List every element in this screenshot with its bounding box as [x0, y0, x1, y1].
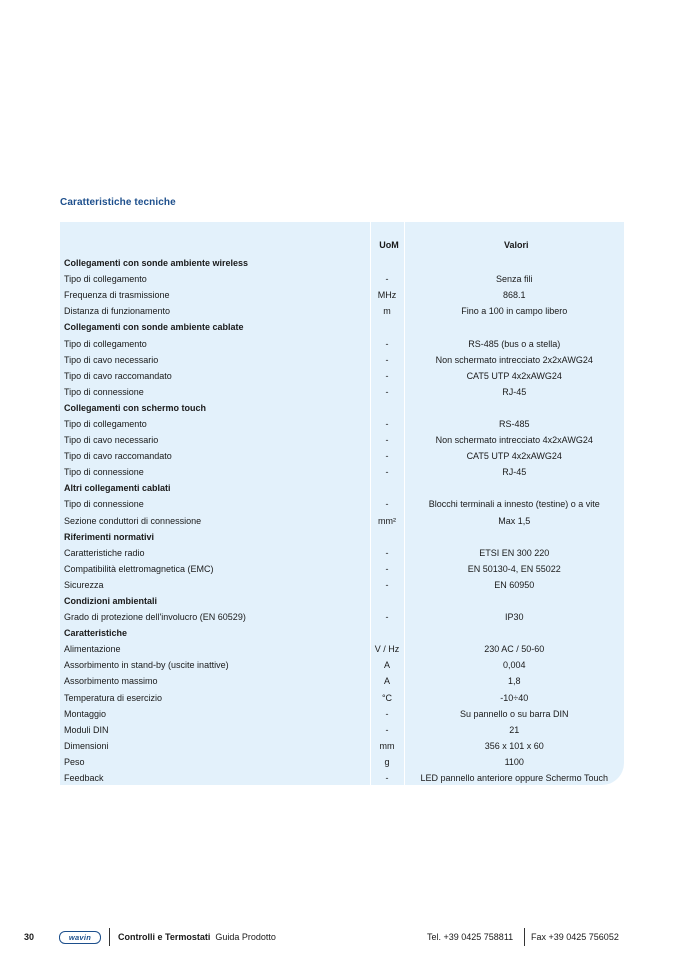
row-uom: -	[370, 271, 404, 287]
spec-table-container	[60, 222, 624, 785]
group-value-cell	[404, 529, 624, 545]
table-group-row	[60, 400, 624, 416]
row-label: Tipo di connessione	[64, 499, 144, 510]
row-value: 21	[509, 724, 520, 735]
wavin-logo: wavin	[59, 931, 101, 944]
row-uom: g	[370, 754, 404, 770]
row-label: Assorbimento in stand-by (uscite inattive)	[64, 660, 229, 671]
table-group-row	[60, 319, 624, 335]
row-label: Peso	[64, 756, 85, 767]
table-group-row	[60, 625, 624, 641]
group-value-cell	[404, 255, 624, 271]
row-value: EN 50130-4, EN 55022	[467, 563, 561, 574]
row-uom: °C	[370, 690, 404, 706]
table-row	[60, 384, 624, 400]
row-label: Alimentazione	[64, 644, 121, 655]
row-uom: -	[370, 561, 404, 577]
group-label: Condizioni ambientali	[64, 596, 158, 607]
group-uom-cell	[370, 625, 404, 641]
row-uom: -	[370, 496, 404, 512]
footer-divider	[109, 928, 110, 946]
row-label: Distanza di funzionamento	[64, 306, 171, 317]
row-uom: -	[370, 545, 404, 561]
table-row	[60, 287, 624, 303]
table-row	[60, 496, 624, 512]
row-label: Tipo di collegamento	[64, 274, 147, 285]
table-row	[60, 271, 624, 287]
row-value: CAT5 UTP 4x2xAWG24	[466, 370, 562, 381]
row-value: Max 1,5	[498, 515, 531, 526]
group-label: Collegamenti con sonde ambiente wireless	[64, 258, 249, 269]
row-value: Blocchi terminali a innesto (testine) o a vite	[428, 499, 600, 510]
row-label: Tipo di collegamento	[64, 338, 147, 349]
row-value: ETSI EN 300 220	[479, 547, 550, 558]
row-label: Tipo di cavo raccomandato	[64, 370, 172, 381]
row-uom: -	[370, 352, 404, 368]
row-label: Feedback	[64, 773, 104, 784]
group-value-cell	[404, 319, 624, 335]
row-label: Tipo di connessione	[64, 386, 144, 397]
row-uom: A	[370, 657, 404, 673]
table-row	[60, 738, 624, 754]
table-row	[60, 448, 624, 464]
row-label: Grado di protezione dell'involucro (EN 60529)	[64, 612, 246, 623]
row-value: -10÷40	[500, 692, 529, 703]
row-label: Assorbimento massimo	[64, 676, 158, 687]
group-value-cell	[404, 480, 624, 496]
footer-fax: Fax +39 0425 756052	[531, 932, 619, 942]
row-value: Non schermato intrecciato 4x2xAWG24	[435, 435, 593, 446]
table-row	[60, 609, 624, 625]
table-row	[60, 770, 624, 785]
row-uom: -	[370, 577, 404, 593]
table-row	[60, 513, 624, 529]
group-label: Collegamenti con sonde ambiente cablate	[64, 322, 244, 333]
row-uom: V / Hz	[370, 641, 404, 657]
footer-brand	[118, 932, 276, 942]
row-uom: -	[370, 464, 404, 480]
row-label: Moduli DIN	[64, 724, 109, 735]
row-value: Senza fili	[495, 274, 533, 285]
spec-table-body	[60, 255, 624, 785]
row-uom: -	[370, 448, 404, 464]
row-label: Dimensioni	[64, 740, 109, 751]
row-uom: -	[370, 335, 404, 351]
row-value: LED pannello anteriore oppure Schermo Touch	[420, 773, 608, 784]
row-value: Non schermato intrecciato 2x2xAWG24	[435, 354, 593, 365]
table-row	[60, 368, 624, 384]
row-value: RJ-45	[502, 467, 527, 478]
group-uom-cell	[370, 480, 404, 496]
row-label: Sicurezza	[64, 579, 104, 590]
row-uom: mm²	[370, 513, 404, 529]
group-value-cell	[404, 400, 624, 416]
group-uom-cell	[370, 593, 404, 609]
table-row	[60, 432, 624, 448]
row-value: EN 60950	[494, 579, 535, 590]
footer-tel: Tel. +39 0425 758811	[427, 932, 514, 942]
table-row	[60, 416, 624, 432]
header-value: Valori	[503, 240, 529, 250]
row-value: 0,004	[502, 660, 526, 671]
row-uom: mm	[370, 738, 404, 754]
row-uom: -	[370, 384, 404, 400]
table-row	[60, 352, 624, 368]
row-uom: -	[370, 706, 404, 722]
row-label: Tipo di collegamento	[64, 418, 147, 429]
footer-divider	[524, 928, 525, 946]
row-label: Caratteristiche radio	[64, 547, 145, 558]
table-row	[60, 303, 624, 319]
table-row	[60, 464, 624, 480]
group-label: Collegamenti con schermo touch	[64, 402, 207, 413]
row-value: 356 x 101 x 60	[484, 740, 544, 751]
spec-table	[60, 222, 624, 785]
row-label: Montaggio	[64, 708, 107, 719]
group-label: Caratteristiche	[64, 628, 128, 639]
group-uom-cell	[370, 255, 404, 271]
row-label: Frequenza di trasmissione	[64, 290, 170, 301]
group-uom-cell	[370, 319, 404, 335]
row-uom: -	[370, 432, 404, 448]
table-group-row	[60, 480, 624, 496]
page-footer	[0, 927, 678, 947]
row-value: 868.1	[502, 290, 526, 301]
row-uom: -	[370, 368, 404, 384]
row-value: IP30	[504, 612, 524, 623]
section-title: Caratteristiche tecniche	[60, 197, 176, 208]
row-value: Su pannello o su barra DIN	[459, 708, 569, 719]
table-row	[60, 335, 624, 351]
row-label: Tipo di connessione	[64, 467, 144, 478]
table-group-row	[60, 593, 624, 609]
group-uom-cell	[370, 529, 404, 545]
row-uom: -	[370, 770, 404, 785]
table-row	[60, 577, 624, 593]
row-label: Temperatura di esercizio	[64, 692, 163, 703]
table-row	[60, 561, 624, 577]
table-row	[60, 706, 624, 722]
footer-brand-bold: Controlli e Termostati	[118, 932, 211, 942]
group-value-cell	[404, 625, 624, 641]
row-uom: A	[370, 673, 404, 689]
table-row	[60, 545, 624, 561]
row-label: Tipo di cavo necessario	[64, 354, 159, 365]
table-group-row	[60, 529, 624, 545]
row-label: Compatibilità elettromagnetica (EMC)	[64, 563, 214, 574]
table-row	[60, 673, 624, 689]
table-row	[60, 657, 624, 673]
footer-brand-regular: Guida Prodotto	[215, 932, 276, 942]
row-label: Sezione conduttori di connessione	[64, 515, 202, 526]
group-value-cell	[404, 593, 624, 609]
row-label: Tipo di cavo raccomandato	[64, 451, 172, 462]
page-number: 30	[24, 932, 35, 942]
row-uom: -	[370, 609, 404, 625]
header-parameter	[60, 222, 370, 255]
table-group-row	[60, 255, 624, 271]
row-uom: MHz	[370, 287, 404, 303]
group-uom-cell	[370, 400, 404, 416]
row-uom: -	[370, 722, 404, 738]
row-value: RS-485 (bus o a stella)	[468, 338, 561, 349]
table-row	[60, 641, 624, 657]
header-uom: UoM	[370, 222, 404, 255]
row-value: Fino a 100 in campo libero	[461, 306, 568, 317]
row-uom: m	[370, 303, 404, 319]
table-row	[60, 754, 624, 770]
table-row	[60, 690, 624, 706]
group-label: Altri collegamenti cablati	[64, 483, 171, 494]
row-value: 1,8	[507, 676, 521, 687]
row-value: RS-485	[498, 418, 530, 429]
row-value: CAT5 UTP 4x2xAWG24	[466, 451, 562, 462]
row-value: 230 AC / 50-60	[484, 644, 545, 655]
row-uom: -	[370, 416, 404, 432]
table-row	[60, 722, 624, 738]
row-value: 1100	[504, 756, 524, 767]
row-value: RJ-45	[502, 386, 527, 397]
row-label: Tipo di cavo necessario	[64, 435, 159, 446]
table-header-row	[60, 222, 624, 255]
group-label: Riferimenti normativi	[64, 531, 155, 542]
